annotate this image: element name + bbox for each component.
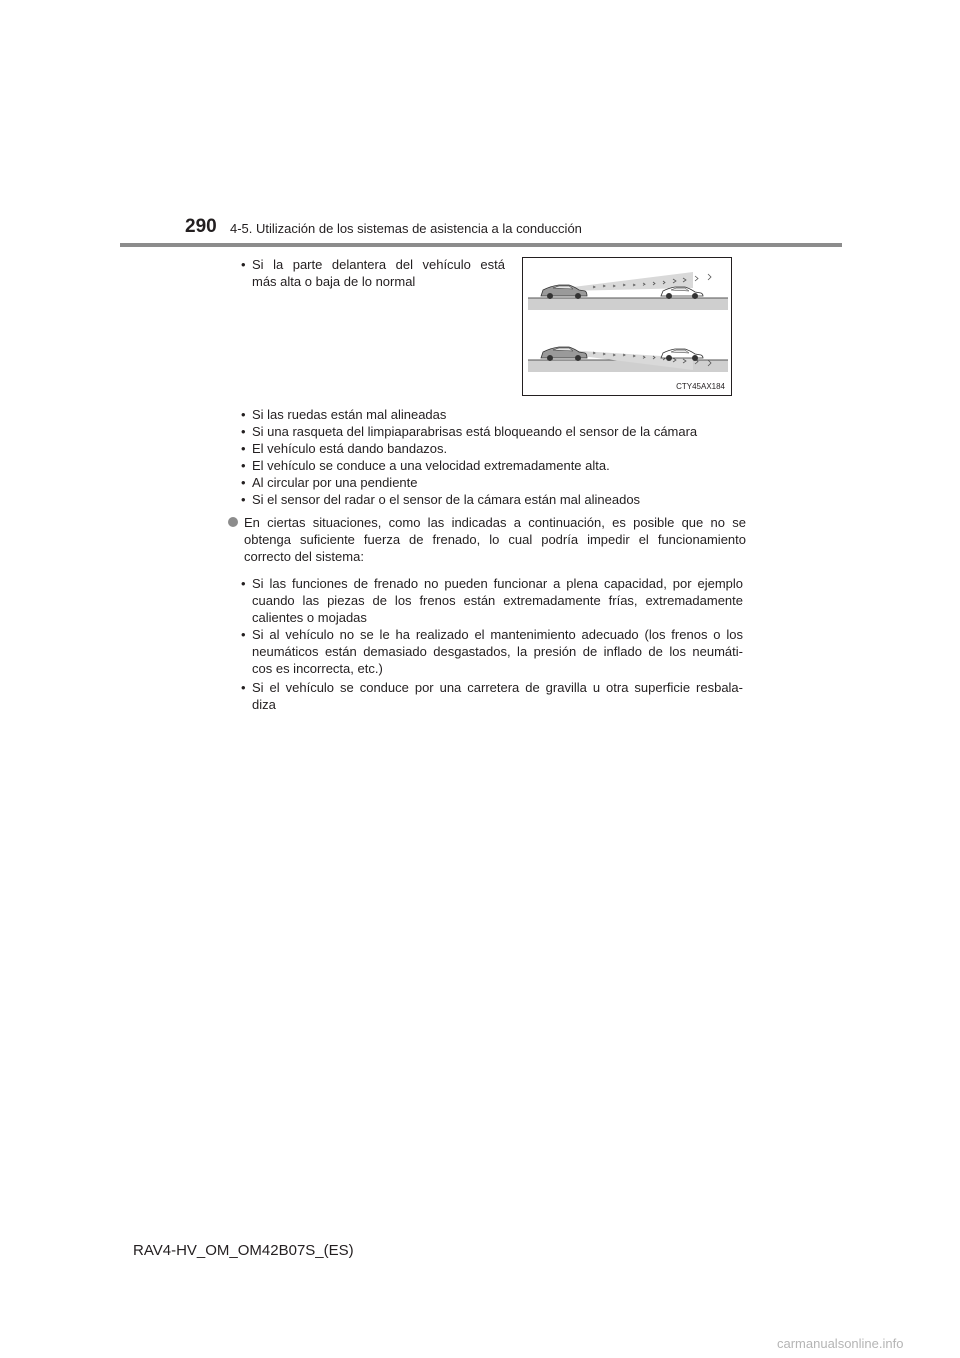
paragraph-line: En ciertas situaciones, como las indicadas a continuación, es posible que no se bbox=[244, 515, 746, 530]
list-item-text: cos es incorrecta, etc.) bbox=[252, 661, 383, 676]
list-item-text: El vehículo está dando bandazos. bbox=[252, 441, 448, 456]
list-item-text: Si las funciones de frenado no pueden funcionar a plena capacidad, por ejemplo bbox=[252, 576, 743, 591]
illustration-vehicle-radar bbox=[522, 257, 732, 396]
section-title: 4-5. Utilización de los sistemas de asistencia a la conducción bbox=[230, 221, 582, 236]
page-number: 290 bbox=[185, 216, 217, 237]
paragraph-line: correcto del sistema: bbox=[244, 549, 364, 564]
list-item-text: neumáticos están demasiado desgastados, la presión de inflado de los neumáti- bbox=[252, 644, 743, 659]
circle-bullet-icon bbox=[228, 517, 238, 527]
list-item-text: más alta o baja de lo normal bbox=[252, 274, 416, 289]
bullet-icon: • bbox=[241, 257, 246, 272]
paragraph-line: obtenga suficiente fuerza de frenado, lo cual podría impedir el funcionamiento bbox=[244, 532, 746, 547]
list-item-text: Si las ruedas están mal alineadas bbox=[252, 407, 447, 422]
vehicle-radar-diagram bbox=[523, 258, 731, 395]
watermark: carmanualsonline.info bbox=[777, 1336, 904, 1351]
figure-code: CTY45AX184 bbox=[676, 382, 725, 391]
list-item-text: Si el sensor del radar o el sensor de la cámara están mal alineados bbox=[252, 492, 641, 507]
bullet-icon: • bbox=[241, 458, 246, 473]
list-item-text: El vehículo se conduce a una velocidad extremadamente alta. bbox=[252, 458, 610, 473]
list-item-text: Si la parte delantera del vehículo está bbox=[252, 257, 505, 272]
list-item-text: Si al vehículo no se le ha realizado el mantenimiento adecuado (los frenos o los bbox=[252, 627, 743, 642]
bullet-icon: • bbox=[241, 680, 246, 695]
list-item-text: Si una rasqueta del limpiaparabrisas está bloqueando el sensor de la cámara bbox=[252, 424, 698, 439]
bullet-icon: • bbox=[241, 627, 246, 642]
header-divider bbox=[120, 243, 842, 247]
list-item-text: Si el vehículo se conduce por una carretera de gravilla u otra superficie resbala- bbox=[252, 680, 743, 695]
bullet-icon: • bbox=[241, 407, 246, 422]
list-item-text: cuando las piezas de los frenos están extremadamente frías, extremadamente bbox=[252, 593, 743, 608]
list-item-text: Al circular por una pendiente bbox=[252, 475, 418, 490]
list-item-text: diza bbox=[252, 697, 276, 712]
bullet-icon: • bbox=[241, 424, 246, 439]
vehicle-icon bbox=[541, 347, 587, 361]
bullet-icon: • bbox=[241, 492, 246, 507]
bullet-icon: • bbox=[241, 441, 246, 456]
bullet-icon: • bbox=[241, 576, 246, 591]
vehicle-icon bbox=[661, 287, 703, 299]
road-surface bbox=[528, 298, 728, 310]
list-item-text: calientes o mojadas bbox=[252, 610, 367, 625]
bullet-icon: • bbox=[241, 475, 246, 490]
document-code: RAV4-HV_OM_OM42B07S_(ES) bbox=[133, 1242, 354, 1259]
